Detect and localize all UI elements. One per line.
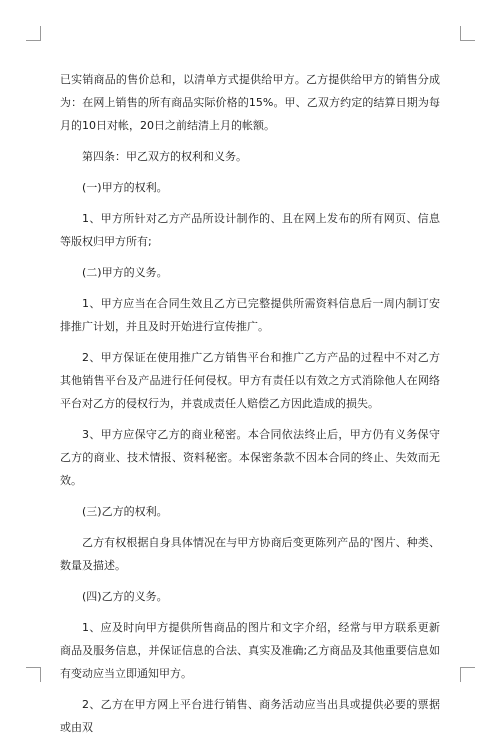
- crop-mark-top-right: [460, 26, 475, 41]
- document-body: [60, 68, 440, 747]
- subheading-party-a-obligations: (二)甲方的义务。: [82, 266, 168, 279]
- crop-mark-top-left: [26, 26, 41, 41]
- crop-mark-bottom-left: [26, 667, 41, 682]
- paragraph-party-b-rights: 乙方有权根据自身具体情况在与甲方协商后变更陈列产品的'图片、种类、数量及描述。: [60, 536, 440, 572]
- paragraph-party-a-rights-1: 1、甲方所针对乙方产品所设计制作的、且在网上发布的所有网页、信息等版权归甲方所有;: [60, 212, 440, 248]
- paragraph-settlement: 已实销商品的售价总和，以清单方式提供给甲方。乙方提供给甲方的销售分成为：在网上销售的所有商品实际价格的15%。甲、乙双方约定的结算日期为每月的10日对帐，20日之前结清上月的帐额。: [60, 73, 440, 132]
- paragraph-party-a-obligations-1: 1、甲方应当在合同生效且乙方已完整提供所需资料信息后一周内制订安排推广计划，并且及时开始进行宣传推广。: [60, 297, 440, 333]
- crop-mark-bottom-right: [460, 667, 475, 682]
- paragraph-party-b-obligations-2: 2、乙方在甲方网上平台进行销售、商务活动应当出具或提供必要的票据或由双: [60, 698, 440, 734]
- subheading-party-a-rights: (一)甲方的权利。: [82, 181, 168, 194]
- section-heading-article-4: 第四条：甲乙双方的权利和义务。: [82, 150, 247, 163]
- paragraph-party-a-obligations-2: 2、甲方保证在使用推广乙方销售平台和推广乙方产品的过程中不对乙方其他销售平台及产品进行任何侵权。甲方有责任以有效之方式消除他人在网络平台对乙方的侵权行为，并袁成责任人赔偿乙方因此造成的损失。: [60, 351, 440, 410]
- paragraph-party-b-obligations-1: 1、应及时向甲方提供所售商品的图片和文字介绍，经常与甲方联系更新商品及服务信息，并保证信息的合法、真实及准确;乙方商品及其他重要信息如有变动应当立即通知甲方。: [60, 621, 440, 680]
- subheading-party-b-obligations: (四)乙方的义务。: [82, 590, 168, 603]
- paragraph-party-a-obligations-3: 3、甲方应保守乙方的商业秘密。本合同依法终止后，甲方仍有义务保守乙方的商业、技术情报、资料秘密。本保密条款不因本合同的终止、失效而无效。: [60, 428, 440, 487]
- subheading-party-b-rights: (三)乙方的权利。: [82, 505, 168, 518]
